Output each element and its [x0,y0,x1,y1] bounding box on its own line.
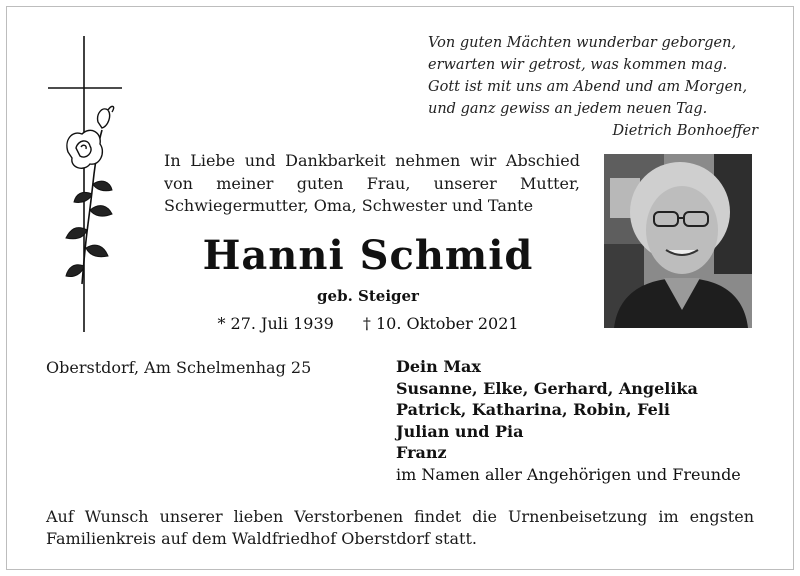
mourners-note: im Namen aller Angehörigen und Freunde [396,464,741,484]
poem-line: erwarten wir getrost, was kommen mag. [428,57,728,73]
deceased-name: Hanni Schmid [202,232,534,279]
intro-line: In Liebe und Dankbarkeit nehmen wir Abschied [164,151,580,170]
closing-line: Auf Wunsch unserer lieben Verstorbenen findet die Urnenbeisetzung im engsten [46,507,754,526]
mourners-list [396,356,741,485]
birth-name: geb. Steiger [317,287,419,305]
intro-line: von meiner guten Frau, unserer Mutter, [164,173,580,193]
poem-author: Dietrich Bonhoeffer [612,123,758,139]
mourner-line: Patrick, Katharina, Robin, Feli [396,400,670,419]
mourner-line: Julian und Pia [396,421,524,441]
mourner-line: Franz [396,443,447,462]
poem-line: Gott ist mit uns am Abend und am Morgen, [428,79,748,95]
intro-line: Schwiegermutter, Oma, Schwester und Tante [164,196,534,215]
poem-line: und ganz gewiss an jedem neuen Tag. [428,101,708,117]
poem [428,32,758,142]
intro-text [164,150,580,218]
closing-line: Familienkreis auf dem Waldfriedhof Oberstdorf statt. [46,529,477,548]
poem-line: Von guten Mächten wunderbar geborgen, [428,35,737,51]
mourner-line: Dein Max [396,357,481,376]
mourner-line: Susanne, Elke, Gerhard, Angelika [396,378,698,398]
cross-with-rose-icon [46,34,126,334]
portrait-photo [604,154,752,328]
birth-date: * 27. Juli 1939 [217,314,334,333]
life-dates [160,314,576,333]
death-date: † 10. Oktober 2021 [362,314,519,333]
address: Oberstdorf, Am Schelmenhag 25 [46,358,312,377]
closing-text [46,506,754,550]
